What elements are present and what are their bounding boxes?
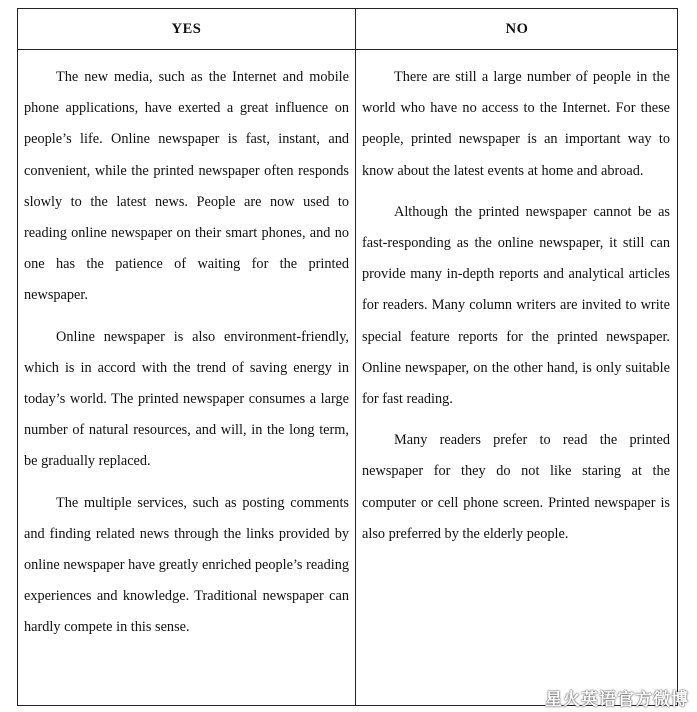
no-paragraph: There are still a large number of people in the world who have no access to the Internet. For these people, printed newspaper is an important way to know about the latest events at home and abroad. — [362, 69, 670, 179]
no-column-header: NO — [505, 21, 529, 37]
yes-paragraph: The new media, such as the Internet and mobile phone applications, have exerted a great influence on people’s life. Online newspaper is fast, instant, and convenient, while the printed newspaper often responds slowly to the latest news. People are now used to reading online newspaper on their smart phones, and no one has the patience of waiting for the printed newspaper. — [24, 69, 349, 304]
no-paragraph: Although the printed newspaper cannot be as fast-responding as the online newspaper, it still can provide many in-depth reports and analytical articles for readers. Many column writers are invited to write special feature reports for the printed newspaper. Online newspaper, on the other hand, is only suitable for fast reading. — [362, 203, 670, 408]
yes-column-cell — [24, 62, 349, 654]
no-column-cell — [362, 62, 670, 560]
comparison-table — [17, 8, 678, 706]
yes-column-header: YES — [171, 21, 202, 37]
table-header-row — [18, 9, 677, 50]
column-divider — [355, 9, 356, 705]
no-paragraph: Many readers prefer to read the printed newspaper for they do not like staring at the computer or cell phone screen. Printed newspaper is also preferred by the elderly people. — [362, 432, 670, 542]
yes-paragraph: The multiple services, such as posting comments and finding related news through the links provided by online newspaper have greatly enriched people’s reading experiences and knowledge. Traditional newspaper can hardly compete in this sense. — [24, 494, 349, 636]
watermark: 星火英语官方微博 — [545, 690, 689, 710]
yes-paragraph: Online newspaper is also environment-friendly, which is in accord with the trend of saving energy in today’s world. The printed newspaper consumes a large number of natural resources, and will, in the long term, be gradually replaced. — [24, 328, 349, 470]
